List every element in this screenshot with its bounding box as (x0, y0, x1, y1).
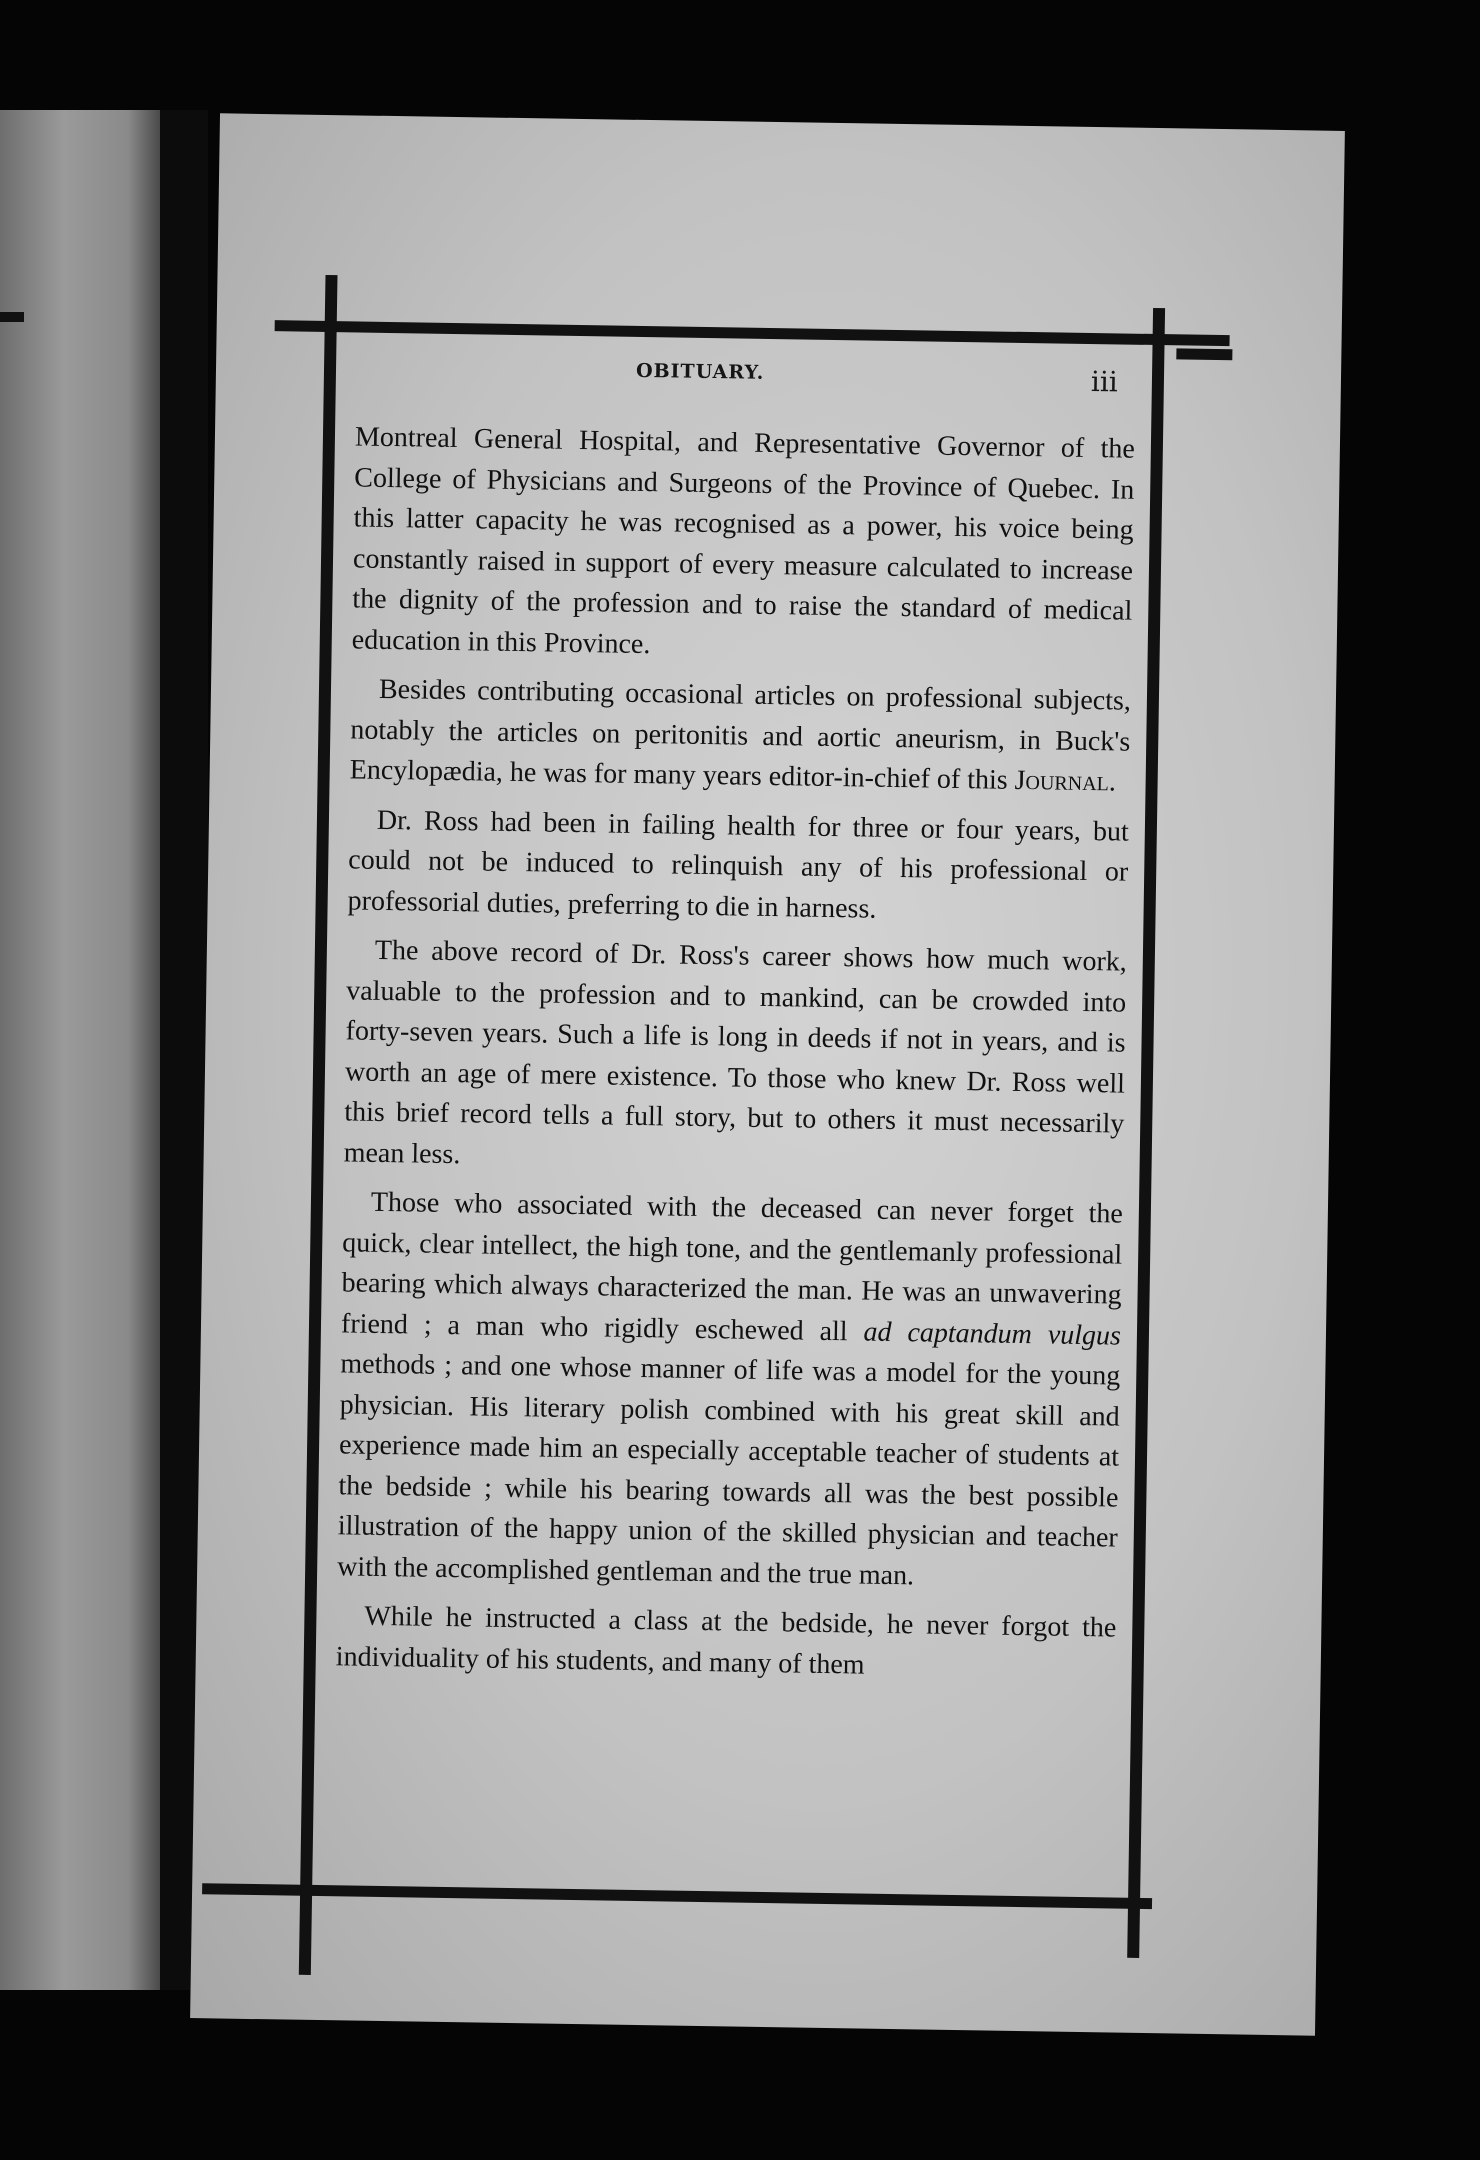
top-border-rule (275, 320, 1230, 346)
paragraph-2 (349, 669, 1131, 803)
journal-word: Journal (1014, 764, 1110, 798)
page (190, 113, 1345, 2035)
paragraph-5 (337, 1182, 1123, 1599)
page-number: iii (1090, 364, 1119, 399)
paragraph-3: Dr. Ross had been in failing health for three or four years, but could not be induced to relinquish any of his professional or professorial duties, preferring to die in harness. (347, 804, 1130, 925)
paragraph-1: Montreal General Hospital, and Representative Governor of the College of Physicians and Surgeons of the Province of Quebec. In this latter capacity he was recognised as a power, his voice being constantly raised in support of every measure calculated to increase the dignity of the profession and to raise the standard of medical education in this Province. (351, 421, 1136, 660)
facing-page-rule-fragment (0, 312, 24, 322)
paragraph-6: While he instructed a class at the bedside, he never forgot the individuality of his students, and many of them (335, 1600, 1117, 1681)
paragraph-5-text: Those who associated with the deceased can never forget the quick, clear intellect, the high tone, and the gentlemanly professional bearing which always characterized the man. He was an unwavering friend ; a man who rigidly eschewed all (340, 1186, 1124, 1348)
paragraph-5-end: methods ; and one whose manner of life was a model for the young physician. His literary polish combined with his great skill and experience made him an especially acceptable teacher of students at the bedside ; while his bearing towards all was the best possible illustration of the happy union of the skilled physician and teacher with the accomplished gentleman and the true man. (336, 1348, 1121, 1591)
body-text (335, 417, 1135, 1698)
paragraph-4: The above record of Dr. Ross's career shows how much work, valuable to the profession and to mankind, can be crowded into forty-seven years. Such a life is long in deeds if not in years, and is worth an age of mere existence. To those who knew Dr. Ross well this brief record tells a full story, but to others it must necessarily mean less. (343, 934, 1128, 1170)
left-border-rule (299, 275, 338, 1975)
bottom-border-rule (202, 1883, 1152, 1909)
facing-page-edge (0, 110, 160, 1990)
top-border-rule-extension (1176, 348, 1232, 360)
latin-phrase: ad captandum vulgus (863, 1316, 1122, 1352)
paragraph-2-text: Besides contributing occasional articles on professional subjects, notably the articles on peritonitis and aortic aneurism, in Buck's Encylopædia, he was for many years editor-in-chief of this (349, 673, 1132, 796)
running-head: OBITUARY. (635, 359, 765, 384)
paragraph-2-end: . (1108, 766, 1117, 798)
